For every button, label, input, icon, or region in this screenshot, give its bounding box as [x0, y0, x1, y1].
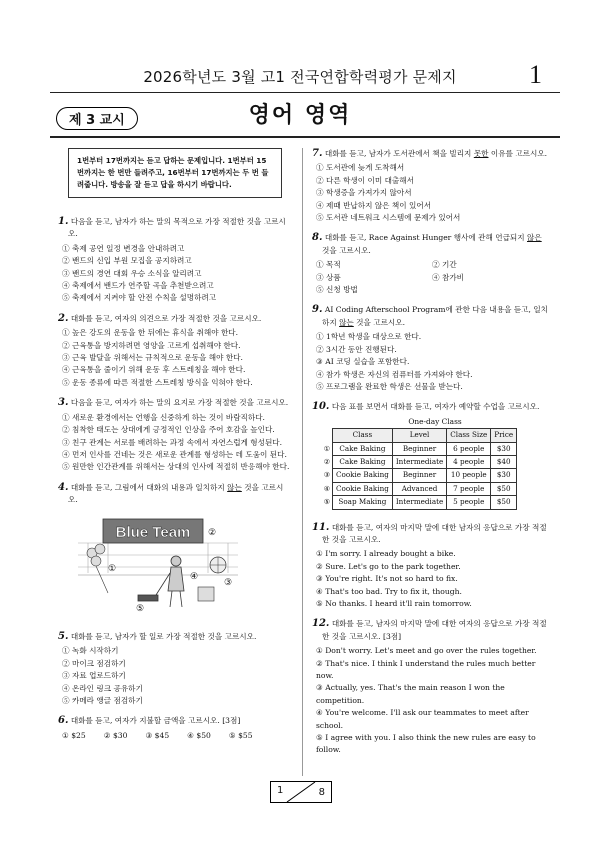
question-stem: 대화를 듣고, 여자가 지불할 금액을 고르시오. [3점]	[70, 716, 241, 726]
question-stem: 대화를 듣고, Race Against Hunger 행사에 관해 언급되지	[324, 233, 527, 243]
question-stem: AI Coding Afterschool Program에 관한 다음 내용을 듣고, 일치하지	[322, 305, 549, 327]
option[interactable]: ② That's nice. I think I understand the rules much better now.	[316, 658, 536, 681]
illustration-gym-scene	[78, 513, 238, 619]
option[interactable]: ① 목적	[316, 260, 341, 270]
question-number: 8.	[312, 232, 323, 244]
marker-2: ②	[208, 527, 217, 538]
page-number: 1	[529, 60, 542, 89]
question-8	[312, 232, 548, 296]
question-number: 12.	[312, 618, 330, 630]
option[interactable]: ① Don't worry. Let's meet and go over the rules together.	[316, 646, 537, 656]
option[interactable]: ② Sure. Let's go to the park together.	[316, 561, 461, 571]
question-7	[312, 148, 548, 224]
option[interactable]: ⑤ $55	[228, 730, 253, 740]
question-stem: 다음 표를 보면서 대화를 듣고, 여자가 예약할 수업을 고르시오.	[331, 402, 540, 412]
option[interactable]: ② $30	[103, 730, 128, 740]
option[interactable]: ③ $45	[145, 730, 170, 740]
question-9	[312, 304, 548, 393]
table-cell: 7 people	[447, 482, 491, 495]
option[interactable]: ① 1학년 학생을 대상으로 한다.	[316, 332, 422, 342]
table-row[interactable]	[322, 496, 517, 509]
marker-3: ③	[224, 577, 233, 588]
marker-5: ⑤	[136, 603, 145, 614]
table-cell: Soap Making	[333, 496, 393, 509]
banner-text: Blue Team	[115, 523, 191, 541]
option[interactable]: ② 3시간 동안 진행된다.	[316, 344, 397, 354]
option[interactable]: ③ 학생증을 가져가지 않아서	[316, 188, 412, 198]
class-table	[322, 428, 517, 509]
option[interactable]: ① I'm sorry. I already bought a bike.	[316, 549, 456, 559]
table-title: One-day Class	[408, 416, 462, 426]
table-cell: Intermediate	[392, 455, 446, 468]
option[interactable]: ⑤ I agree with you. I also think the new rules are easy to follow.	[316, 733, 536, 755]
row-marker: ③	[323, 470, 331, 480]
option[interactable]: ② 침착한 태도는 상대에게 긍정적인 인상을 주어 호감을 높인다.	[62, 425, 275, 435]
underlined-word: 않는	[227, 482, 242, 492]
page-indicator	[270, 781, 332, 803]
exam-title: 2026학년도 3월 고1 전국연합학력평가 문제지	[143, 68, 457, 86]
left-column	[58, 148, 292, 750]
option[interactable]: ② 마이크 점검하기	[62, 658, 126, 668]
option[interactable]: ④ 먼저 인사를 건네는 것은 새로운 관계를 형성하는 데 도움이 된다.	[62, 449, 287, 459]
question-stem: 다음을 듣고, 여자가 하는 말의 요지로 가장 적절한 것을 고르시오.	[70, 398, 289, 408]
table-cell: Intermediate	[392, 496, 446, 509]
question-1	[58, 216, 292, 305]
question-number: 7.	[312, 148, 323, 159]
option[interactable]: ④ 축제에서 밴드가 연주할 곡을 추천받으려고	[62, 281, 214, 291]
question-stem-end: 이유를 고르시오.	[488, 149, 548, 158]
question-number: 5.	[58, 630, 69, 642]
option[interactable]: ④ You're welcome. I'll ask our teammates to meet after school.	[316, 708, 529, 730]
question-5	[58, 631, 292, 707]
table-cell: 10 people	[447, 469, 491, 482]
box-icon	[198, 587, 214, 601]
table-cell: 6 people	[447, 442, 491, 455]
question-stem: 다음을 듣고, 남자가 하는 말의 목적으로 가장 적절한 것을 고르시오.	[68, 217, 286, 239]
option[interactable]: ③ 상품	[316, 272, 341, 282]
question-number: 3.	[58, 397, 69, 409]
table-cell: Beginner	[392, 469, 446, 482]
question-stem: 대화를 듣고, 그림에서 대화의 내용과 일치하지	[70, 482, 228, 492]
question-2	[58, 313, 292, 389]
right-column	[312, 148, 548, 765]
table-row[interactable]	[322, 455, 517, 468]
table-row[interactable]	[322, 442, 517, 455]
question-10	[312, 401, 548, 509]
table-cell: $30	[491, 469, 517, 482]
option[interactable]: ③ 자료 업로드하기	[62, 671, 126, 681]
listening-notice: 1번부터 17번까지는 듣고 답하는 문제입니다. 1번부터 15번까지는 한 번만 들려주고, 16번부터 17번까지는 두 번 들려줍니다. 방송을 잘 듣고 답을 하시기 바랍니다.	[68, 148, 282, 198]
question-stem-end: 것을 고르시오.	[322, 245, 371, 255]
table-cell: Cake Baking	[333, 455, 393, 468]
option[interactable]: ③ Actually, yes. That's the main reason I won the competition.	[316, 683, 505, 705]
row-marker: ②	[323, 456, 331, 466]
question-number: 4.	[58, 481, 69, 493]
question-number: 11.	[312, 521, 330, 533]
option[interactable]: ③ 친구 관계는 서로를 배려하는 과정 속에서 자연스럽게 형성된다.	[62, 437, 283, 447]
question-11	[312, 522, 548, 611]
option[interactable]: ⑤ 원만한 인간관계를 위해서는 상대의 인사에 적절히 반응해야 한다.	[62, 462, 290, 472]
option[interactable]: ① 높은 강도의 운동을 한 뒤에는 휴식을 취해야 한다.	[62, 328, 239, 338]
question-number: 9.	[312, 304, 323, 316]
option[interactable]: ⑤ 프로그램을 완료한 학생은 선물을 받는다.	[316, 381, 463, 391]
option[interactable]: ④ 참가 학생은 자신의 컴퓨터를 가져와야 한다.	[316, 369, 473, 379]
option[interactable]: ④ 제때 반납하지 않은 책이 있어서	[316, 200, 432, 210]
column-divider	[302, 148, 303, 776]
table-cell: Cake Baking	[333, 442, 393, 455]
total-pages: 8	[318, 787, 325, 798]
option[interactable]: ② 근육통을 방지하려면 영양을 고르게 섭취해야 한다.	[62, 340, 241, 350]
option[interactable]: ① 도서관에 늦게 도착해서	[316, 163, 405, 173]
option[interactable]: ③ You're right. It's not so hard to fix.	[316, 574, 458, 584]
underlined-word: 않는	[339, 317, 354, 327]
option[interactable]: ④ $50	[187, 730, 211, 740]
option[interactable]: ③ 밴드의 경연 대회 우승 소식을 알리려고	[62, 268, 202, 278]
row-marker: ④	[323, 483, 331, 493]
option[interactable]: ④ 참가비	[432, 272, 465, 282]
option[interactable]: ⑤ 도서관 네트워크 시스템에 문제가 있어서	[316, 213, 461, 223]
question-12	[312, 618, 548, 756]
table-header: Class Size	[447, 429, 491, 442]
question-number: 6.	[58, 715, 69, 727]
table-cell: Advanced	[392, 482, 446, 495]
question-number: 1.	[58, 216, 69, 227]
option[interactable]: ② 다른 학생이 이미 대출해서	[316, 175, 414, 185]
option[interactable]: ⑤ 운동 종류에 따른 적절한 스트레칭 방식을 익혀야 한다.	[62, 377, 253, 387]
question-stem: 대화를 듣고, 남자가 도서관에서 책을 빌리지	[324, 149, 474, 158]
option[interactable]: ⑤ 축제에서 지켜야 할 안전 수칙을 설명하려고	[62, 293, 217, 303]
table-row[interactable]	[322, 482, 517, 495]
question-stem-end: 것을 고르시오.	[353, 317, 406, 327]
table-cell: Beginner	[392, 442, 446, 455]
table-cell: 4 people	[447, 455, 491, 468]
header-rule	[50, 92, 560, 93]
option[interactable]: ③ 근육 발달을 위해서는 규칙적으로 운동을 해야 한다.	[62, 353, 243, 363]
question-number: 2.	[58, 312, 69, 324]
underlined-word: 않은	[527, 233, 542, 243]
marker-4: ④	[190, 571, 199, 582]
option[interactable]: ⑤ No thanks. I heard it'll rain tomorrow.	[316, 599, 472, 608]
table-cell: $30	[491, 442, 517, 455]
table-cell: $50	[491, 496, 517, 509]
table-cell: Cookie Baking	[333, 469, 393, 482]
underlined-word: 못한	[473, 149, 489, 158]
option[interactable]: ⑤ 신청 방법	[316, 285, 358, 295]
table-header: Class	[333, 429, 393, 442]
option[interactable]: ② 밴드의 신입 부원 모집을 공지하려고	[62, 256, 192, 266]
option[interactable]: ⑤ 카메라 앵글 점검하기	[62, 695, 143, 705]
question-stem: 대화를 듣고, 남자가 할 일로 가장 적절한 것을 고르시오.	[70, 631, 257, 641]
header-rule-bottom	[50, 136, 560, 138]
table-header: Price	[491, 429, 517, 442]
question-stem: 대화를 듣고, 여자의 마지막 말에 대한 남자의 응답으로 가장 적절한 것을 고르시오.	[322, 522, 547, 544]
question-number: 10.	[312, 401, 330, 413]
row-marker: ①	[323, 443, 331, 453]
question-4	[58, 482, 292, 631]
table-cell: $40	[491, 455, 517, 468]
table-header: Level	[392, 429, 446, 442]
marker-1: ①	[108, 563, 117, 574]
option[interactable]: ① 녹화 시작하기	[62, 646, 119, 656]
question-3	[58, 397, 292, 473]
table-cell: 5 people	[447, 496, 491, 509]
section-title: 영어 영역	[248, 103, 352, 128]
row-marker: ⑤	[323, 497, 331, 507]
option[interactable]: ④ 근육통을 줄이기 위해 운동 후 스트레칭을 해야 한다.	[62, 365, 246, 375]
banner	[103, 519, 203, 543]
question-stem: 대화를 듣고, 여자의 의견으로 가장 적절한 것을 고르시오.	[70, 313, 262, 323]
question-6	[58, 715, 292, 742]
session-label: 제 3 교시	[56, 107, 138, 130]
table-cell: Cookie Baking	[333, 482, 393, 495]
option[interactable]: ④ That's too bad. Try to fix it, though.	[316, 586, 462, 596]
option[interactable]: ④ 온라인 링크 공유하기	[62, 683, 143, 693]
table-row[interactable]	[322, 469, 517, 482]
option[interactable]: ① $25	[62, 730, 86, 740]
option[interactable]: ① 새로운 환경에서는 언행을 신중하게 하는 것이 바람직하다.	[62, 412, 265, 422]
question-stem: 대화를 듣고, 남자의 마지막 말에 대한 여자의 응답으로 가장 적절한 것을 고르시오. [3점]	[322, 619, 547, 641]
option[interactable]: ② 기간	[432, 260, 457, 270]
question-stem-end: 것을 고르시오.	[68, 482, 284, 505]
option[interactable]: ① 축제 공연 일정 변경을 안내하려고	[62, 243, 185, 253]
current-page: 1	[277, 785, 284, 796]
option[interactable]: ③ AI 코딩 실습을 포함한다.	[316, 357, 410, 367]
table-cell: $50	[491, 482, 517, 495]
